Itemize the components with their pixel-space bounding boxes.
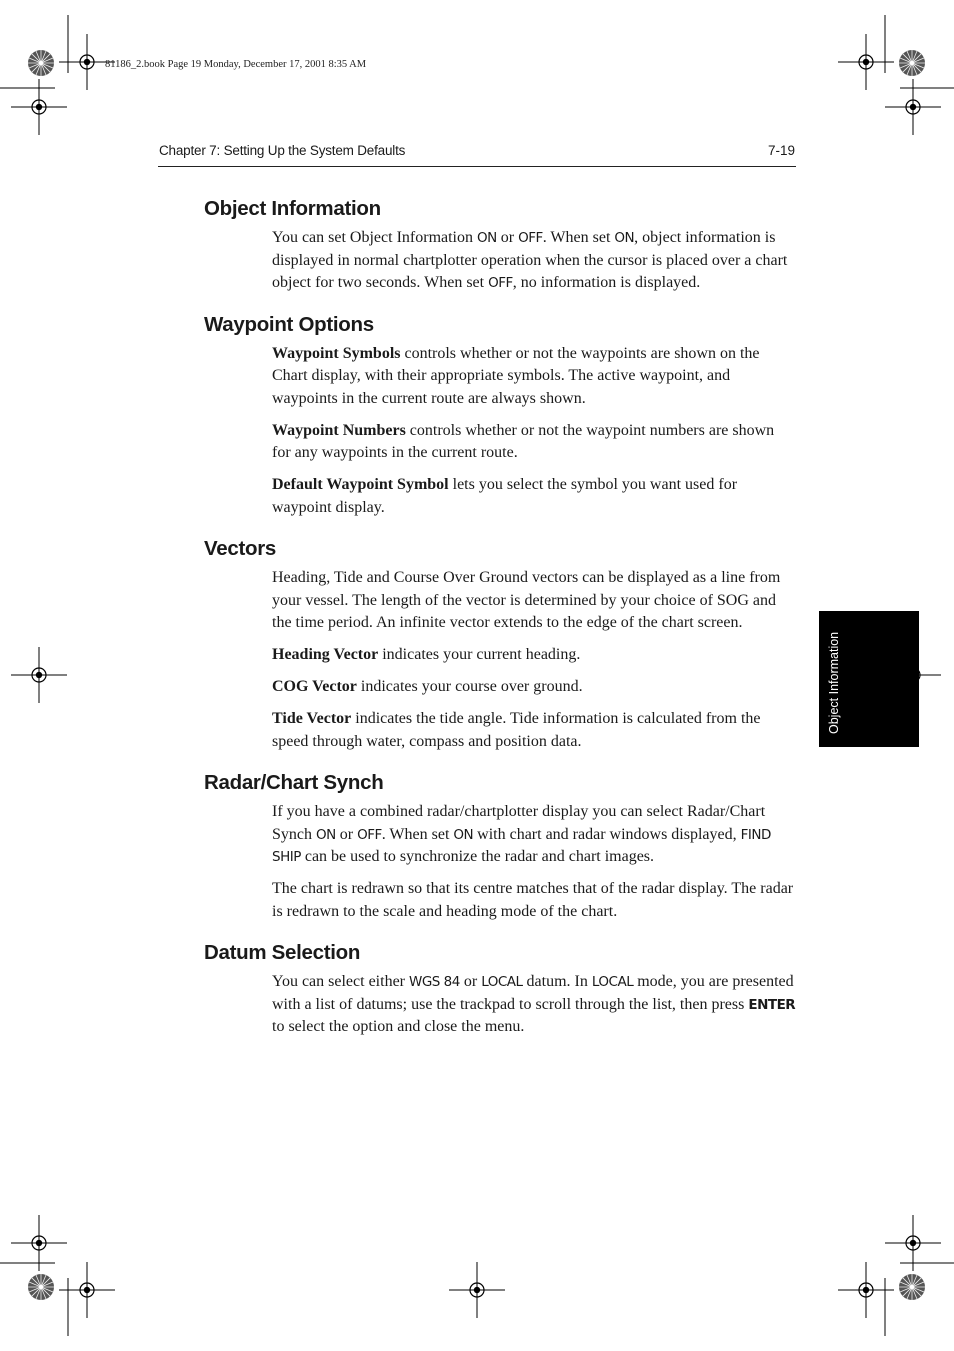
- paragraph: If you have a combined radar/chartplotter display you can select Radar/Chart Synch ON or OFF. When set ON with chart and radar windows displayed, FIND SHIP can be used to synchronize the radar and chart images.: [272, 803, 771, 865]
- page-content: [204, 194, 804, 1054]
- paragraph: COG Vector indicates your course over ground.: [272, 678, 583, 695]
- paragraph: Waypoint Symbols controls whether or not the waypoints are shown on the Chart display, with their appropriate symbols. The active waypoint, and waypoints in the current route are always shown.: [272, 344, 760, 407]
- section-datum-selection: [204, 938, 804, 1039]
- paragraph: The chart is redrawn so that its centre matches that of the radar display. The radar is redrawn to the scale and heading mode of the chart.: [272, 880, 794, 920]
- section-object-information: [204, 194, 804, 295]
- paragraph: You can set Object Information ON or OFF. When set ON, object information is displayed in normal chartplotter operation when the cursor is placed over a chart object for two seconds. When set OFF, no information is displayed.: [272, 229, 788, 291]
- paragraph: Waypoint Numbers controls whether or not the waypoint numbers are shown for any waypoints in the current route.: [272, 421, 775, 461]
- heading-object-information: Object Information: [204, 197, 381, 220]
- chapter-title: Chapter 7: Setting Up the System Defaults: [159, 143, 406, 158]
- section-radar-chart-synch: [204, 768, 804, 923]
- paragraph: Default Waypoint Symbol lets you select the symbol you want used for waypoint display.: [272, 476, 738, 516]
- paragraph: Heading, Tide and Course Over Ground vectors can be displayed as a line from your vessel. The length of the vector is determined by your choice of SOG and the time period. An infinite vector extends to the edge of the chart screen.: [272, 569, 781, 631]
- heading-waypoint-options: Waypoint Options: [204, 312, 374, 336]
- section-tab-label: Object Information: [827, 631, 841, 734]
- heading-radar-chart-synch: Radar/Chart Synch: [204, 771, 384, 794]
- section-waypoint-options: [204, 310, 804, 520]
- heading-vectors: Vectors: [204, 537, 276, 560]
- paragraph: You can select either WGS 84 or LOCAL datum. In LOCAL mode, you are presented with a list of datums; use the trackpad to scroll through the list, then press ENTER to select the option and close the menu.: [272, 973, 796, 1035]
- paragraph: Heading Vector indicates your current heading.: [272, 646, 581, 663]
- print-slug: 81186_2.book Page 19 Monday, December 17, 2001 8:35 AM: [105, 59, 367, 70]
- running-head: [158, 142, 796, 167]
- heading-datum-selection: Datum Selection: [204, 941, 361, 964]
- page-number: 7-19: [767, 143, 795, 158]
- paragraph: Tide Vector indicates the tide angle. Tide information is calculated from the speed through water, compass and position data.: [272, 710, 761, 750]
- section-vectors: [204, 534, 804, 753]
